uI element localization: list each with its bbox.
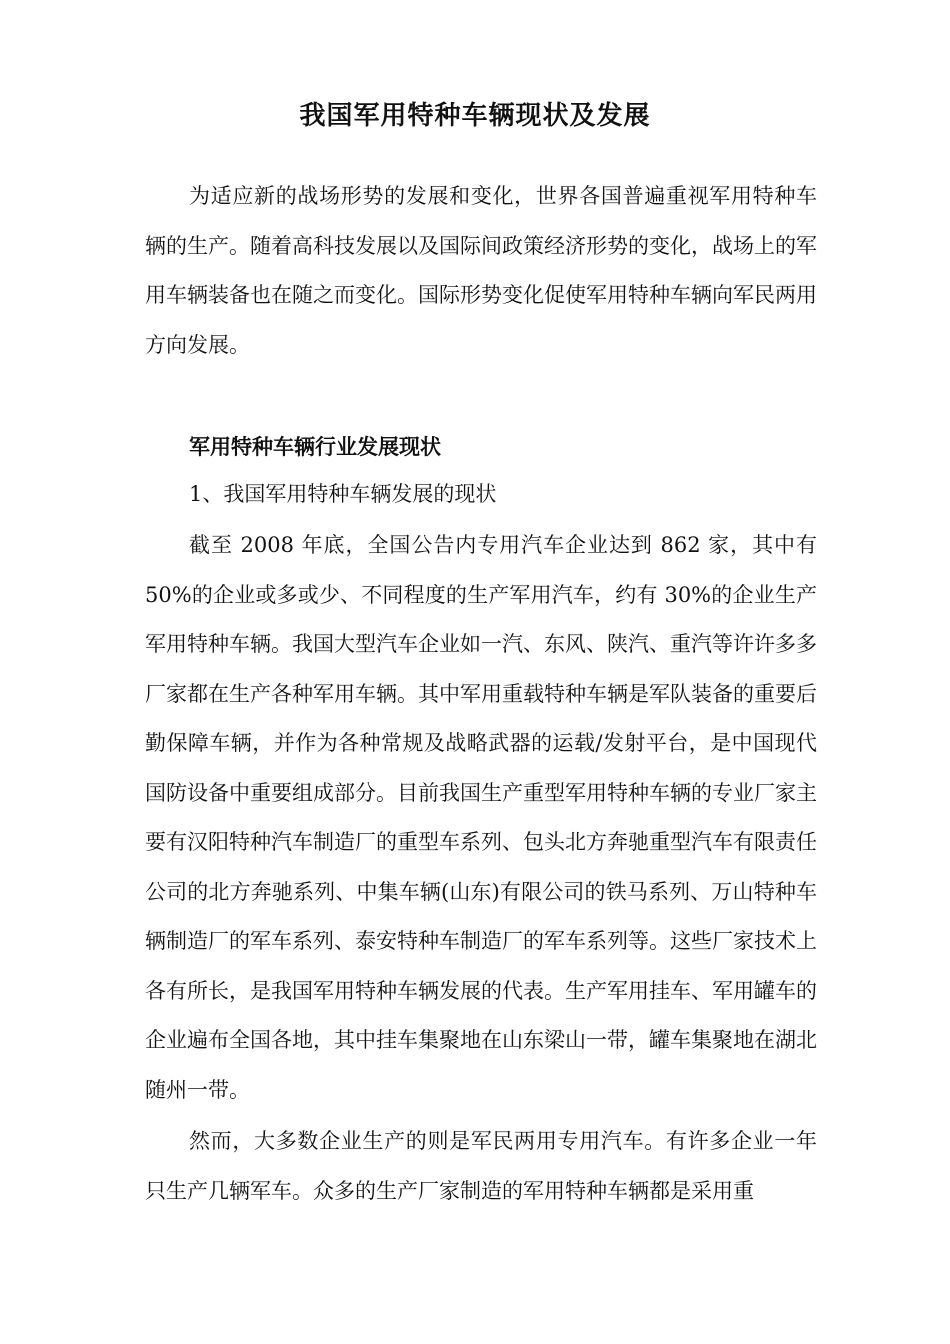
- subsection-heading: 1、我国军用特种车辆发展的现状: [189, 482, 497, 506]
- intro-paragraph: 为适应新的战场形势的发展和变化，世界各国普遍重视军用特种车辆的生产。随着高科技发展以及国际间政策经济形势的变化，战场上的军用车辆装备也在随之而变化。国际形势变化促使军用特种车辆向军民两用方向发展。: [145, 184, 817, 357]
- body-paragraph-continued: 然而，大多数企业生产的则是军民两用专用汽车。有许多企业一年只生产几辆军车。众多的生产厂家制造的军用特种车辆都是采用重: [145, 1129, 817, 1203]
- body-paragraph: 截至 2008 年底，全国公告内专用汽车企业达到 862 家，其中有 50%的企业或多或少、不同程度的生产军用汽车，约有 30%的企业生产军用特种车辆。我国大型汽车企业如一汽、东风、陕汽、重汽等许许多多厂家都在生产各种军用车辆。其中军用重载特种车辆是军队装备的重要后勤保障车辆，并作为各种常规及战略武器的运载/发射平台，是中国现代国防设备中重要组成部分。目前我国生产重型军用特种车辆的专业厂家主要有汉阳特种汽车制造厂的重型车系列、包头北方奔驰重型汽车有限责任公司的北方奔驰系列、中集车辆(山东)有限公司的铁马系列、万山特种车辆制造厂的军车系列、泰安特种车制造厂的军车系列等。这些厂家技术上各有所长，是我国军用特种车辆发展的代表。生产军用挂车、军用罐车的企业遍布全国各地，其中挂车集聚地在山东梁山一带，罐车集聚地在湖北随州一带。: [145, 533, 817, 1102]
- document-title: 我国军用特种车辆现状及发展: [299, 101, 651, 131]
- section-heading: 军用特种车辆行业发展现状: [189, 434, 441, 459]
